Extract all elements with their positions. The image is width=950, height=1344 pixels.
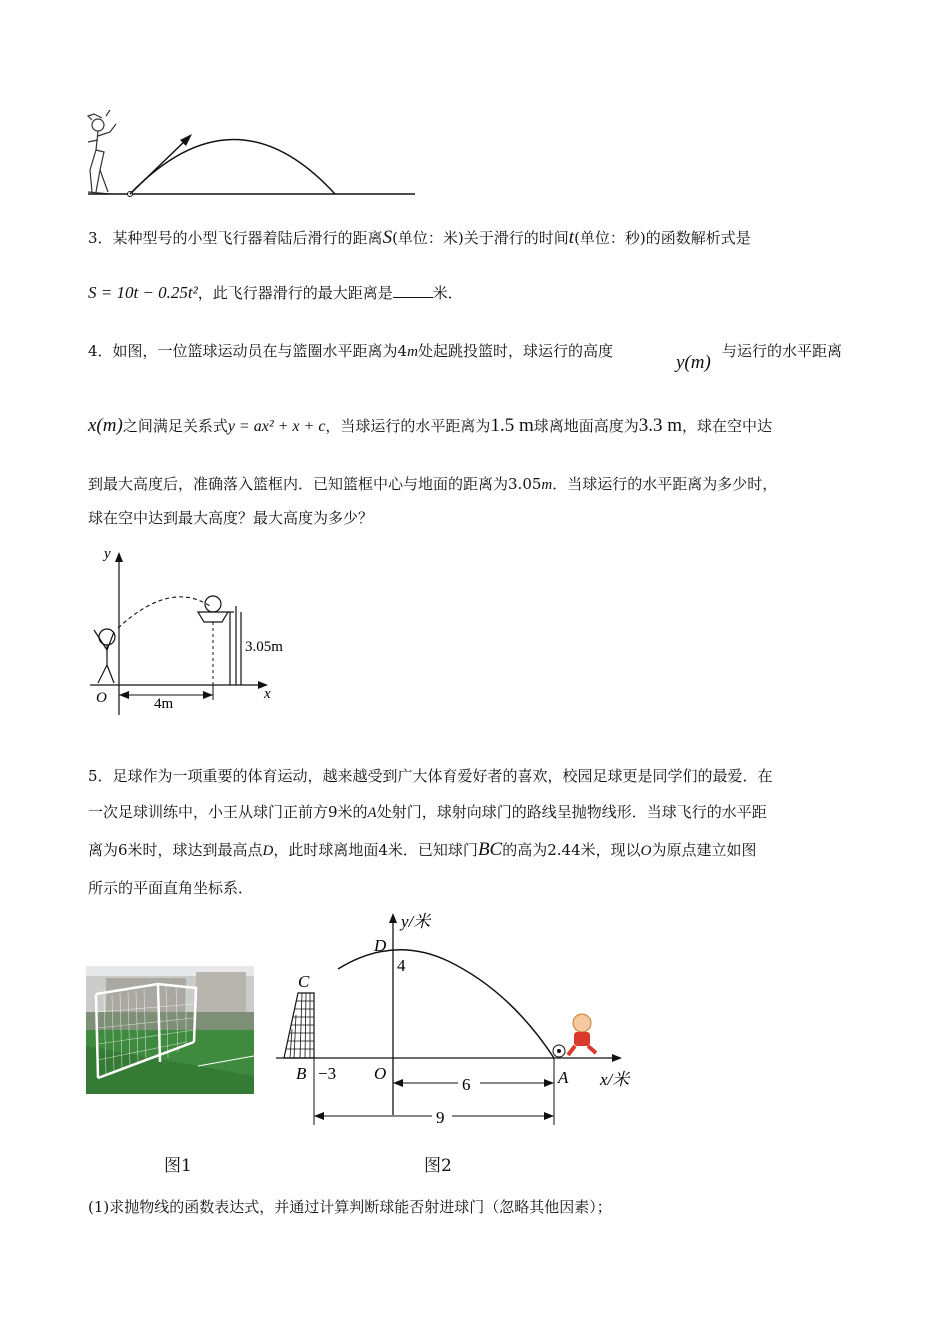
q5-text-f: 的高为2.44米，现以 — [502, 841, 641, 859]
q3-answer-blank[interactable] — [393, 297, 433, 298]
q4-var-m2: m — [541, 477, 553, 493]
q4-text-f: 球离地面高度为 — [533, 417, 639, 435]
basketball-figure — [90, 540, 310, 720]
q3-unit-end: 米． — [432, 284, 463, 302]
player-illustration — [94, 629, 115, 683]
q5-line2 — [88, 802, 767, 823]
q5-text-c: 处射门，球射向球门的路线呈抛物线形．当球飞行的水平距 — [376, 803, 767, 821]
q4-text-b: 处起跳投篮时，球运行的高度 — [417, 342, 613, 360]
q4-text-a: 如图，一位篮球运动员在与篮圈水平距离为4 — [112, 342, 408, 360]
q5-line3 — [88, 840, 756, 861]
q4-text-i: ．当球运行的水平距离为多少时， — [552, 475, 778, 493]
neg-three-label: −3 — [318, 1064, 337, 1083]
hoop-illustration — [198, 596, 236, 685]
q5-line4 — [88, 878, 253, 898]
q3-unit-s: (单位：米) — [392, 229, 464, 247]
q4-formula: y = ax² + x + c — [227, 418, 326, 435]
q4-text-h: 到最大高度后，准确落入篮框内．已知篮框中心与地面的距离为3.05 — [88, 475, 542, 493]
q3-formula: S = 10t − 0.25t² — [88, 283, 198, 302]
q4-line3 — [88, 474, 777, 495]
q5-text-b: 一次足球训练中，小王从球门正前方9米的 — [88, 803, 368, 821]
soccer-goal-photo — [86, 966, 254, 1094]
q4-var-y-text: y(m) — [676, 352, 711, 373]
q5-text-e: ，此时球离地面4米．已知球门 — [273, 841, 478, 859]
point-d-label: D — [374, 936, 387, 955]
y-axis-label-text: y/米 — [401, 912, 431, 931]
q3-line1 — [88, 228, 751, 248]
x-axis-label: x — [264, 686, 271, 702]
q4-var-x: x(m) — [88, 415, 123, 436]
soccer-player-icon — [553, 1014, 596, 1057]
q5-text-a: 足球作为一项重要的体育运动，越来越受到广大体育爱好者的喜欢，校园足球更是同学们的最爱．在 — [112, 767, 773, 785]
soccer-coordinate-figure — [270, 905, 650, 1133]
distance-label: 4m — [154, 696, 174, 712]
q4-line1 — [88, 341, 613, 362]
four-label: 4 — [397, 956, 406, 975]
q4-var-y — [676, 352, 711, 373]
q5-var-bc: BC — [477, 839, 503, 860]
q4-height: 3.3 m — [638, 415, 683, 436]
x-axis-label: x/米 — [600, 1070, 630, 1089]
golfer-illustration — [88, 110, 116, 194]
nine-label: 9 — [436, 1108, 445, 1127]
point-a-label: A — [558, 1068, 569, 1087]
q4-line1-end — [722, 341, 842, 361]
q4-text-d: 之间满足关系式 — [122, 417, 228, 435]
q5-text-d: 离为6米时，球达到最高点 — [88, 841, 263, 859]
q5-var-a: A — [367, 805, 377, 821]
goal-net — [284, 993, 314, 1058]
q3-unit-t: (单位：秒) — [574, 229, 646, 247]
point-b-label: B — [296, 1064, 307, 1083]
q4-text-j: 球在空中达到最大高度？最大高度为多少？ — [88, 509, 374, 527]
q5-text-h: 所示的平面直角坐标系． — [88, 879, 254, 897]
q4-text-c: 与运行的水平距离 — [722, 342, 843, 360]
q3-text-d: ，此飞行器滑行的最大距离是 — [197, 284, 393, 302]
figure2-caption: 图2 — [424, 1156, 452, 1176]
q3-text-b: 关于滑行的时间 — [463, 229, 569, 247]
q5-line1 — [88, 766, 773, 786]
q4-line4 — [88, 508, 373, 528]
ball-trajectory — [118, 597, 210, 628]
q4-text-e: ，当球运行的水平距离为 — [325, 417, 491, 435]
q3-var-t: t — [568, 227, 575, 248]
six-label: 6 — [462, 1075, 471, 1094]
q4-text-g: ，球在空中达 — [682, 417, 773, 435]
golf-parabola-figure — [80, 110, 425, 205]
origin-label: O — [374, 1064, 387, 1083]
trajectory-arc — [130, 140, 335, 195]
q3-var-s: S — [382, 227, 393, 248]
q3-text-c: 的函数解析式是 — [645, 229, 751, 247]
q4-var-m: m — [407, 344, 418, 360]
q5-var-o: O — [640, 843, 652, 859]
q5-sub1 — [88, 1197, 612, 1217]
q5-sub1-text: (1)求抛物线的函数表达式，并通过计算判断球能否射进球门（忽略其他因素）； — [88, 1198, 612, 1216]
y-axis-label — [399, 912, 432, 931]
q4-number: 4． — [88, 342, 113, 360]
q5-number: 5． — [88, 767, 113, 785]
q4-dist: 1.5 m — [490, 415, 534, 436]
y-axis-label: y — [104, 546, 111, 562]
point-c-label: C — [298, 972, 310, 991]
q5-var-d: D — [262, 843, 274, 859]
origin-label: O — [96, 690, 107, 706]
q4-line2 — [88, 416, 772, 437]
q3-text-a: 某种型号的小型飞行器着陆后滑行的距离 — [112, 229, 383, 247]
q3-line2 — [88, 283, 463, 303]
launch-arrow — [130, 138, 188, 194]
figure1-caption: 图1 — [164, 1156, 192, 1176]
q3-number: 3． — [88, 229, 113, 247]
ball-parabola — [338, 950, 554, 1058]
height-label: 3.05m — [245, 639, 283, 655]
q5-text-g: 为原点建立如图 — [651, 841, 757, 859]
